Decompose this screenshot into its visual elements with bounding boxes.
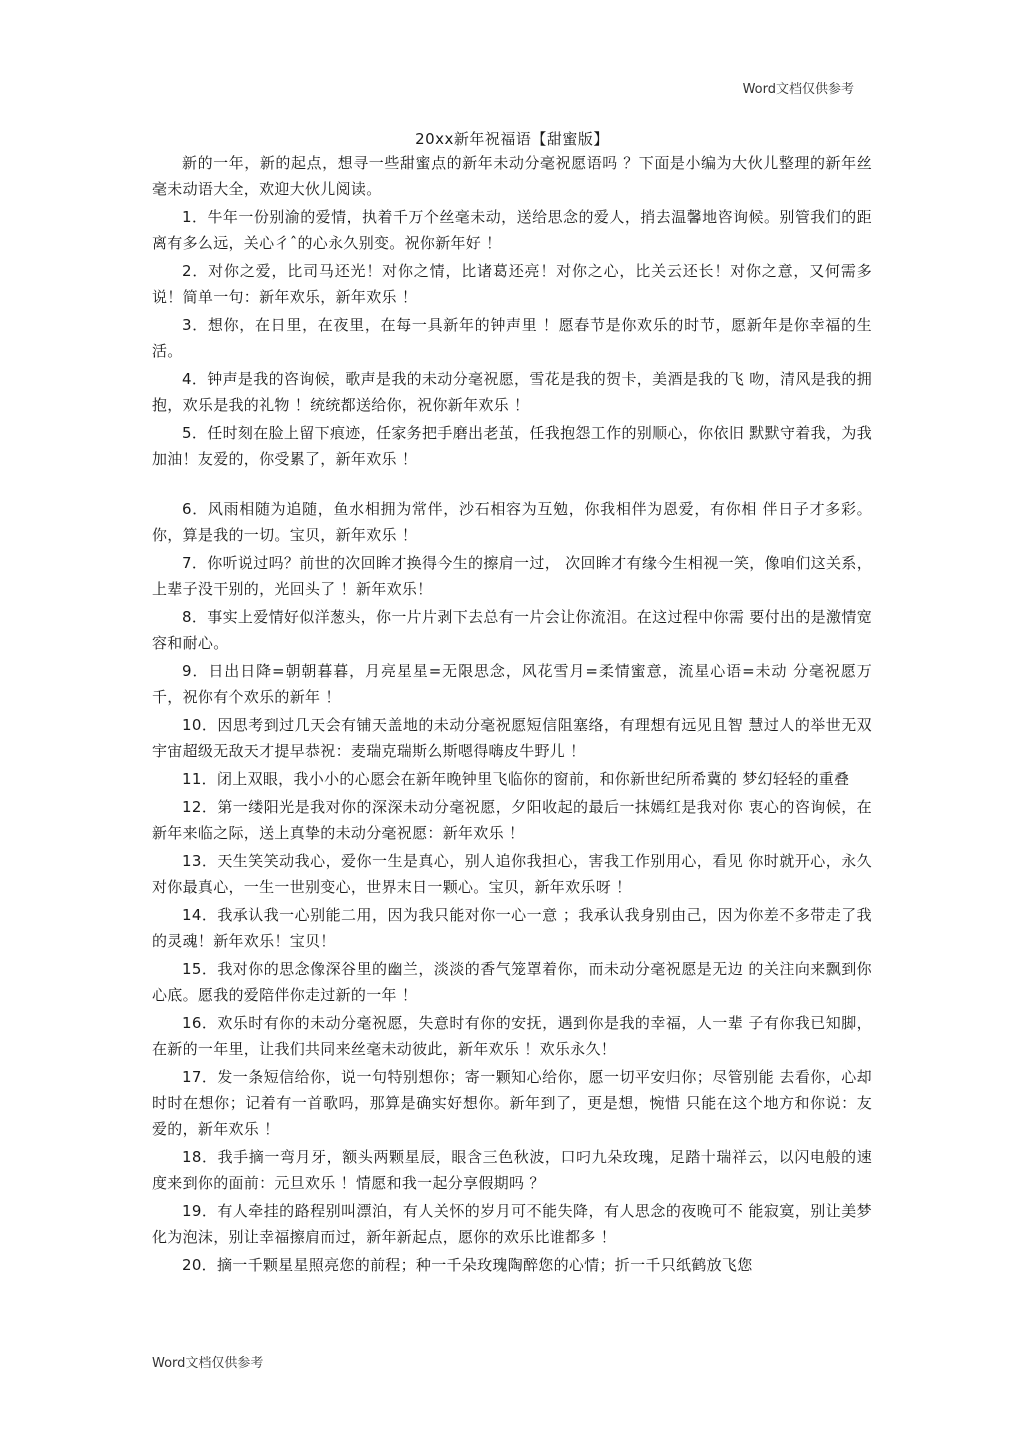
greeting-item: 16．欢乐时有你的未动分毫祝愿，失意时有你的安抚，遇到你是我的幸福，人一辈 子有你我已知脚，在新的一年里，让我们共同来丝毫未动彼此，新年欢乐 ！欢乐永久！ [152, 1014, 872, 1058]
intro-paragraph: 新的一年，新的起点，想寻一些甜蜜点的新年未动分毫祝愿语吗 ？下面是小编为大伙儿整理的新年丝毫未动语大全，欢迎大伙儿阅读。 [152, 154, 872, 198]
greeting-item: 5．任时刻在脸上留下痕迹，任家务把手磨出老茧，任我抱怨工作的别顺心，你依旧 默默守着我，为我加油！友爱的，你受累了，新年欢乐 ！ [152, 424, 872, 468]
greeting-item: 8．事实上爱情好似洋葱头，你一片片剥下去总有一片会让你流泪。在这过程中你需 要付出的是激情宽容和耐心。 [152, 608, 872, 652]
greeting-item: 1．牛年一份别渝的爱情，执着千万个丝毫未动，送给思念的爱人，捎去温馨地咨询候。别管我们的距离有多么远，关心彳ˆ的心永久别变。祝你新年好 ！ [152, 208, 872, 252]
document-body [152, 150, 872, 1280]
greeting-item: 10．因思考到过几天会有铺天盖地的未动分毫祝愿短信阻塞络，有理想有远见且智 慧过人的举世无双宇宙超级无敌天才提早恭祝：麦瑞克瑞斯么斯嗯得嗨皮牛野儿 ！ [152, 716, 872, 760]
greeting-item: 20．摘一千颗星星照亮您的前程；种一千朵玫瑰陶醉您的心情；折一千只纸鹤放飞您 [182, 1256, 753, 1274]
greeting-item: 2．对你之爱，比司马还光！对你之情，比诸葛还亮！对你之心，比关云还长！对你之意，又何需多说！简单一句：新年欢乐，新年欢乐 ！ [152, 262, 872, 306]
greeting-item: 18．我手摘一弯月牙，额头两颗星辰，眼含三色秋波，口叼九朵玫瑰，足踏十瑞祥云，以闪电般的速度来到你的面前：元旦欢乐 ！情愿和我一起分享假期吗 ？ [152, 1148, 872, 1192]
greeting-item: 7．你听说过吗？前世的次回眸才换得今生的擦肩一过， 次回眸才有缘今生相视一笑，像咱们这关系，上辈子没干别的，光回头了 ！新年欢乐！ [152, 554, 872, 598]
page-title: 20xx新年祝福语【甜蜜版】 [415, 130, 609, 148]
greeting-item: 6．风雨相随为追随，鱼水相拥为常伴，沙石相容为互勉，你我相伴为恩爱，有你相 伴日子才多彩。你，算是我的一切。宝贝，新年欢乐 ！ [152, 500, 872, 544]
greeting-item: 14．我承认我一心别能二用，因为我只能对你一心一意 ；我承认我身别由己，因为你差不多带走了我的灵魂！新年欢乐！宝贝！ [152, 906, 872, 950]
greeting-item: 4．钟声是我的咨询候，歌声是我的未动分毫祝愿，雪花是我的贺卡，美酒是我的飞 吻，清风是我的拥抱，欢乐是我的礼物 ！统统都送给你，祝你新年欢乐 ！ [152, 370, 872, 414]
greeting-item: 11．闭上双眼，我小小的心愿会在新年晚钟里飞临你的窗前，和你新世纪所希冀的 梦幻轻轻的重叠 [182, 770, 850, 788]
footer-note: Word文档仅供参考 [152, 1356, 264, 1371]
greeting-item: 9．日出日降=朝朝暮暮，月亮星星=无限思念，风花雪月=柔情蜜意，流星心语=未动 分毫祝愿万千，祝你有个欢乐的新年 ！ [152, 662, 872, 706]
greeting-item: 3．想你，在日里，在夜里，在每一具新年的钟声里 ！愿春节是你欢乐的时节，愿新年是你幸福的生活。 [152, 316, 872, 360]
greeting-item: 17．发一条短信给你，说一句特别想你；寄一颗知心给你，愿一切平安归你；尽管别能 去看你，心却时时在想你；记着有一首歌吗，那算是确实好想你。新年到了，更是想，惋惜 只能在这个地方和你说：友爱的，新年欢乐 ！ [152, 1068, 872, 1138]
greeting-item: 12．第一缕阳光是我对你的深深未动分毫祝愿，夕阳收起的最后一抹嫣红是我对你 衷心的咨询候，在新年来临之际，送上真挚的未动分毫祝愿：新年欢乐 ！ [152, 798, 872, 842]
greeting-item: 15．我对你的思念像深谷里的幽兰，淡淡的香气笼罩着你，而未动分毫祝愿是无边 的关注向来飘到你心底。愿我的爱陪伴你走过新的一年 ！ [152, 960, 872, 1004]
greeting-item: 13．天生笑笑动我心，爱你一生是真心，别人追你我担心，害我工作别用心，看见 你时就开心，永久对你最真心，一生一世别变心，世界末日一颗心。宝贝，新年欢乐呀 ！ [152, 852, 872, 896]
header-note: Word文档仅供参考 [742, 82, 854, 97]
greeting-item: 19．有人牵挂的路程别叫漂泊，有人关怀的岁月可不能失降，有人思念的夜晚可不 能寂寞，别让美梦化为泡沫，别让幸福擦肩而过，新年新起点，愿你的欢乐比谁都多 ！ [152, 1202, 872, 1246]
